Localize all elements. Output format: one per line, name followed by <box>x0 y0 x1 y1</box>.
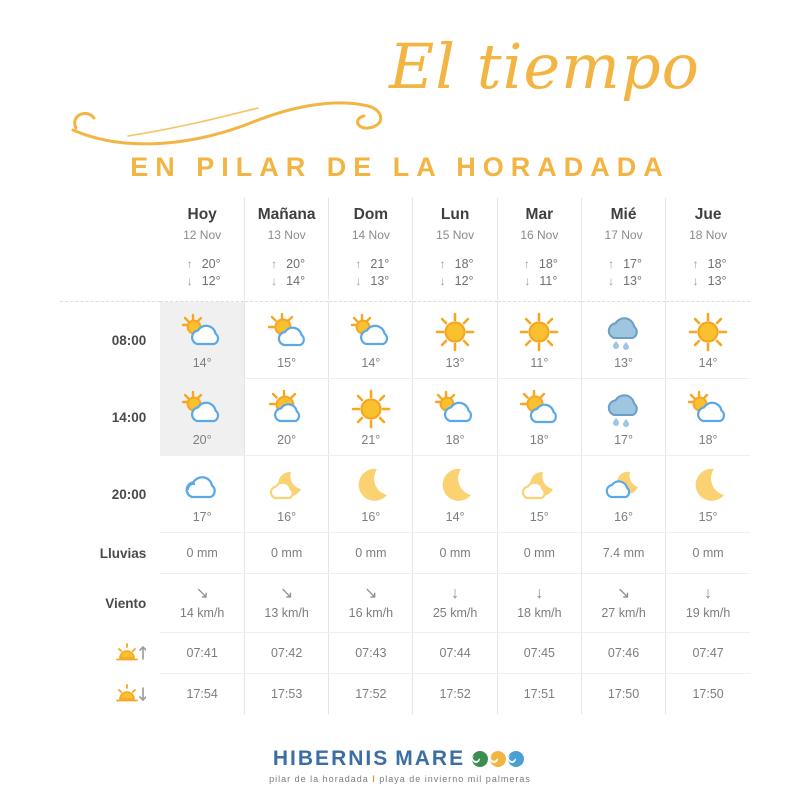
max-temp-4: 18° <box>538 257 558 271</box>
day-name-5: Mié <box>581 198 665 224</box>
min-temp-1: 14° <box>286 274 306 288</box>
cell-0800-day3 <box>413 302 497 379</box>
arrow-up-icon: ↑ <box>608 257 615 271</box>
cell-0800-day4 <box>497 302 581 379</box>
corner-blank <box>60 198 160 224</box>
temp-0800-day2: 14° <box>361 356 381 370</box>
brand-tagline <box>0 774 800 784</box>
forecast-table <box>60 198 750 714</box>
day-date-6: 18 Nov <box>666 224 750 250</box>
cell-2000-day1 <box>245 456 329 533</box>
icon-rain-cloud <box>582 387 665 431</box>
wind-speed-day0: 14 km/h <box>179 606 225 620</box>
wind-speed-day2: 16 km/h <box>348 606 394 620</box>
icon-moon-behind-cloud <box>582 464 665 508</box>
icon-sun-behind-cloud <box>413 387 496 431</box>
cell-1400-day5 <box>581 379 665 456</box>
cell-1400-day0 <box>160 379 244 456</box>
wind-day5 <box>581 574 665 633</box>
minmax-row <box>60 250 750 300</box>
min-temp-3: 12° <box>454 274 474 288</box>
wind-day1 <box>245 574 329 633</box>
icon-sun <box>329 387 412 431</box>
sunset-day4: 17:51 <box>497 674 581 715</box>
temp-0800-day6: 14° <box>698 356 718 370</box>
day-date-0: 12 Nov <box>183 228 222 242</box>
forecast-table-wrapper <box>60 198 750 714</box>
max-temp-1: 20° <box>286 257 306 271</box>
max-temp-2: 21° <box>370 257 390 271</box>
wind-speed-day4: 18 km/h <box>517 606 562 620</box>
wind-direction-icon: ↘ <box>364 585 378 602</box>
cell-2000-day5 <box>581 456 665 533</box>
min-temp-6: 13° <box>707 274 727 288</box>
brand-name-secondary: MARE <box>395 747 466 770</box>
day-date-3: 15 Nov <box>413 224 497 250</box>
temp-1400-day0: 20° <box>192 433 212 447</box>
minmax-0 <box>160 250 244 300</box>
cell-0800-day0 <box>160 302 244 379</box>
icon-sun-behind-cloud <box>329 310 412 354</box>
wind-direction-icon: ↘ <box>279 585 294 602</box>
arrow-up-icon: ↑ <box>439 257 446 271</box>
day-name-row <box>60 198 750 224</box>
arrow-up-icon: ↑ <box>271 257 278 271</box>
arrow-up-icon: ↑ <box>692 257 699 271</box>
page-title: El tiempo <box>388 30 700 103</box>
row-rain <box>60 533 750 574</box>
cell-2000-day6 <box>666 456 750 533</box>
max-temp-0: 20° <box>201 257 221 271</box>
wind-direction-icon: ↓ <box>704 585 713 602</box>
wind-day3 <box>413 574 497 633</box>
cell-1400-day1 <box>245 379 329 456</box>
tagline-separator: I <box>372 774 376 784</box>
wind-direction-icon: ↓ <box>535 585 544 602</box>
sunset-day0: 17:54 <box>186 687 218 701</box>
temp-2000-day4: 15° <box>529 510 549 524</box>
rain-day1: 0 mm <box>245 533 329 574</box>
cell-2000-day2 <box>329 456 413 533</box>
icon-moon <box>666 464 750 508</box>
day-date-2: 14 Nov <box>329 224 413 250</box>
rain-day0: 0 mm <box>160 533 244 574</box>
tagline-left: pilar de la horadada <box>269 774 369 784</box>
row-wind <box>60 574 750 633</box>
wind-speed-day6: 19 km/h <box>685 606 731 620</box>
min-temp-0: 12° <box>201 274 221 288</box>
day-date-1: 13 Nov <box>245 224 329 250</box>
wind-day4 <box>497 574 581 633</box>
footer <box>0 747 800 784</box>
icon-cloud <box>160 464 244 508</box>
row-label-rain: Lluvias <box>99 545 147 561</box>
sunrise-day5: 07:46 <box>581 633 665 674</box>
cell-2000-day4 <box>497 456 581 533</box>
min-temp-4: 11° <box>539 274 558 288</box>
row-label-1400: 14:00 <box>111 409 147 425</box>
minmax-3 <box>413 250 497 300</box>
rain-day3: 0 mm <box>413 533 497 574</box>
tagline-right: playa de invierno mil palmeras <box>379 774 531 784</box>
max-temp-3: 18° <box>454 257 474 271</box>
temp-2000-day0: 17° <box>192 510 212 524</box>
temp-1400-day2: 21° <box>361 433 381 447</box>
sunrise-day6: 07:47 <box>666 633 750 674</box>
wind-day6 <box>666 574 750 633</box>
page-subtitle: EN PILAR DE LA HORADADA <box>130 152 670 182</box>
icon-moon-behind-cloud <box>245 464 328 508</box>
wind-direction-icon: ↘ <box>616 585 631 602</box>
row-sunrise <box>60 633 750 674</box>
cell-0800-day2 <box>329 302 413 379</box>
sunrise-day4: 07:45 <box>497 633 581 674</box>
flourish-decoration <box>68 92 398 152</box>
icon-sun-behind-cloud <box>160 310 244 354</box>
rain-day4: 0 mm <box>497 533 581 574</box>
row-label-sunset <box>60 674 160 715</box>
row-sunset <box>60 674 750 715</box>
row-0800 <box>60 302 750 379</box>
temp-0800-day5: 13° <box>614 356 634 370</box>
day-name-2: Dom <box>329 198 413 224</box>
day-date-row <box>60 224 750 250</box>
temp-0800-day0: 14° <box>192 356 212 370</box>
rain-day2: 0 mm <box>329 533 413 574</box>
cell-0800-day1 <box>245 302 329 379</box>
row-1400 <box>60 379 750 456</box>
temp-2000-day3: 14° <box>445 510 465 524</box>
temp-0800-day1: 15° <box>277 356 297 370</box>
header <box>0 0 800 195</box>
temp-2000-day5: 16° <box>614 510 634 524</box>
icon-sun-behind-cloud <box>245 387 328 431</box>
sunset-day6: 17:50 <box>666 674 750 715</box>
sunrise-day2: 07:43 <box>329 633 413 674</box>
min-temp-2: 13° <box>370 274 390 288</box>
temp-0800-day4: 11° <box>530 356 549 370</box>
icon-moon <box>329 464 412 508</box>
rain-day6: 0 mm <box>666 533 750 574</box>
arrow-down-icon: ↓ <box>608 274 615 288</box>
arrow-down-icon: ↓ <box>524 274 531 288</box>
wind-direction-icon: ↘ <box>195 585 209 602</box>
temp-1400-day3: 18° <box>445 433 465 447</box>
day-date-5: 17 Nov <box>581 224 665 250</box>
arrow-up-icon: ↑ <box>355 257 362 271</box>
cell-1400-day3 <box>413 379 497 456</box>
arrow-down-icon: ↓ <box>439 274 446 288</box>
icon-sun-behind-cloud <box>245 310 328 354</box>
temp-1400-day6: 18° <box>698 433 718 447</box>
minmax-1 <box>245 250 329 300</box>
icon-sun <box>413 310 496 354</box>
day-name-3: Lun <box>413 198 497 224</box>
wind-day0 <box>160 574 244 633</box>
arrow-down-icon: ↓ <box>355 274 362 288</box>
min-temp-5: 13° <box>623 274 643 288</box>
sunset-icon <box>60 683 160 705</box>
icon-sun <box>498 310 581 354</box>
day-name-1: Mañana <box>245 198 329 224</box>
max-temp-5: 17° <box>623 257 643 271</box>
cell-1400-day4 <box>497 379 581 456</box>
temp-0800-day3: 13° <box>445 356 465 370</box>
cell-2000-day0 <box>160 456 244 533</box>
temp-1400-day1: 20° <box>277 433 297 447</box>
wind-day2 <box>329 574 413 633</box>
cell-0800-day6 <box>666 302 750 379</box>
sunset-day1: 17:53 <box>245 674 329 715</box>
icon-sun-behind-cloud <box>498 387 581 431</box>
minmax-6 <box>666 250 750 300</box>
temp-1400-day4: 18° <box>529 433 549 447</box>
temp-2000-day6: 15° <box>698 510 718 524</box>
arrow-up-icon: ↑ <box>186 257 193 271</box>
arrow-up-icon: ↑ <box>523 257 530 271</box>
wind-speed-day3: 25 km/h <box>432 606 478 620</box>
palm-swirl-icon <box>471 748 527 770</box>
icon-sun-behind-cloud <box>666 387 750 431</box>
sunrise-day0: 07:41 <box>160 633 244 674</box>
row-label-0800: 08:00 <box>111 332 147 348</box>
cell-1400-day2 <box>329 379 413 456</box>
sunset-day5: 17:50 <box>581 674 665 715</box>
cell-0800-day5 <box>581 302 665 379</box>
rain-day5: 7.4 mm <box>581 533 665 574</box>
cell-1400-day6 <box>666 379 750 456</box>
brand-name-primary: HIBERNIS <box>272 747 390 770</box>
day-name-4: Mar <box>497 198 581 224</box>
icon-moon-behind-cloud <box>498 464 581 508</box>
cell-2000-day3 <box>413 456 497 533</box>
sunrise-day1: 07:42 <box>245 633 329 674</box>
arrow-down-icon: ↓ <box>186 274 193 288</box>
temp-2000-day1: 16° <box>277 510 297 524</box>
row-2000 <box>60 456 750 533</box>
icon-moon <box>413 464 496 508</box>
temp-1400-day5: 17° <box>614 433 634 447</box>
sunrise-day3: 07:44 <box>413 633 497 674</box>
wind-speed-day1: 13 km/h <box>264 606 309 620</box>
arrow-down-icon: ↓ <box>692 274 699 288</box>
minmax-2 <box>329 250 413 300</box>
day-name-6: Jue <box>666 198 750 224</box>
icon-sun-behind-cloud <box>160 387 244 431</box>
brand-logo <box>273 747 527 771</box>
icon-sun <box>666 310 750 354</box>
sunset-day2: 17:52 <box>329 674 413 715</box>
arrow-down-icon: ↓ <box>271 274 278 288</box>
minmax-4 <box>497 250 581 300</box>
minmax-5 <box>581 250 665 300</box>
temp-2000-day2: 16° <box>361 510 381 524</box>
max-temp-6: 18° <box>707 257 727 271</box>
sunset-day3: 17:52 <box>413 674 497 715</box>
sunrise-icon <box>60 642 160 664</box>
day-name-0: Hoy <box>187 206 217 223</box>
row-label-sunrise <box>60 633 160 674</box>
wind-direction-icon: ↓ <box>451 585 460 602</box>
wind-speed-day5: 27 km/h <box>601 606 646 620</box>
day-date-4: 16 Nov <box>497 224 581 250</box>
icon-rain-cloud <box>582 310 665 354</box>
row-label-2000: 20:00 <box>111 486 147 502</box>
row-label-wind: Viento <box>105 595 147 611</box>
